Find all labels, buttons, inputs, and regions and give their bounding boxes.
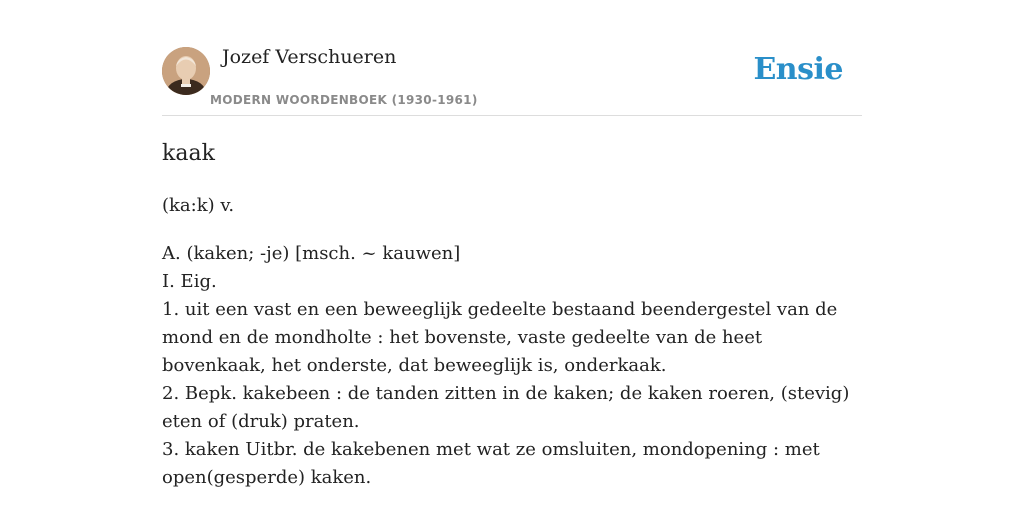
author-name[interactable]: Jozef Verschueren (222, 46, 397, 68)
definition-line: 1. uit een vast en een beweeglijk gedeelte bestaand beendergestel van de mond en de mondholte : het bovenste, vaste gedeelte van de heet bovenkaak, het onderste, dat beweeglijk is, onderkaak. (162, 299, 838, 376)
definition-line: 3. kaken Uitbr. de kakebenen met wat ze omsluiten, mondopening : met open(gesperde) kaken. (162, 439, 820, 488)
entry-pronunciation: (ka:k) v. (162, 195, 235, 216)
ensie-logo[interactable]: Ensie (753, 52, 843, 87)
portrait-icon (162, 47, 210, 95)
source-label[interactable]: MODERN WOORDENBOEK (1930-1961) (210, 93, 478, 107)
entry-definition (162, 240, 862, 492)
entry-card (162, 0, 862, 488)
definition-line: 2. Bepk. kakebeen : de tanden zitten in de kaken; de kaken roeren, (stevig) eten of (druk) praten. (162, 383, 850, 432)
entry-term: kaak (162, 141, 215, 166)
definition-line: I. Eig. (162, 271, 217, 292)
definition-line: A. (kaken; -je) [msch. ~ kauwen] (162, 243, 461, 264)
author-avatar[interactable] (162, 47, 210, 95)
entry-header (162, 0, 862, 116)
